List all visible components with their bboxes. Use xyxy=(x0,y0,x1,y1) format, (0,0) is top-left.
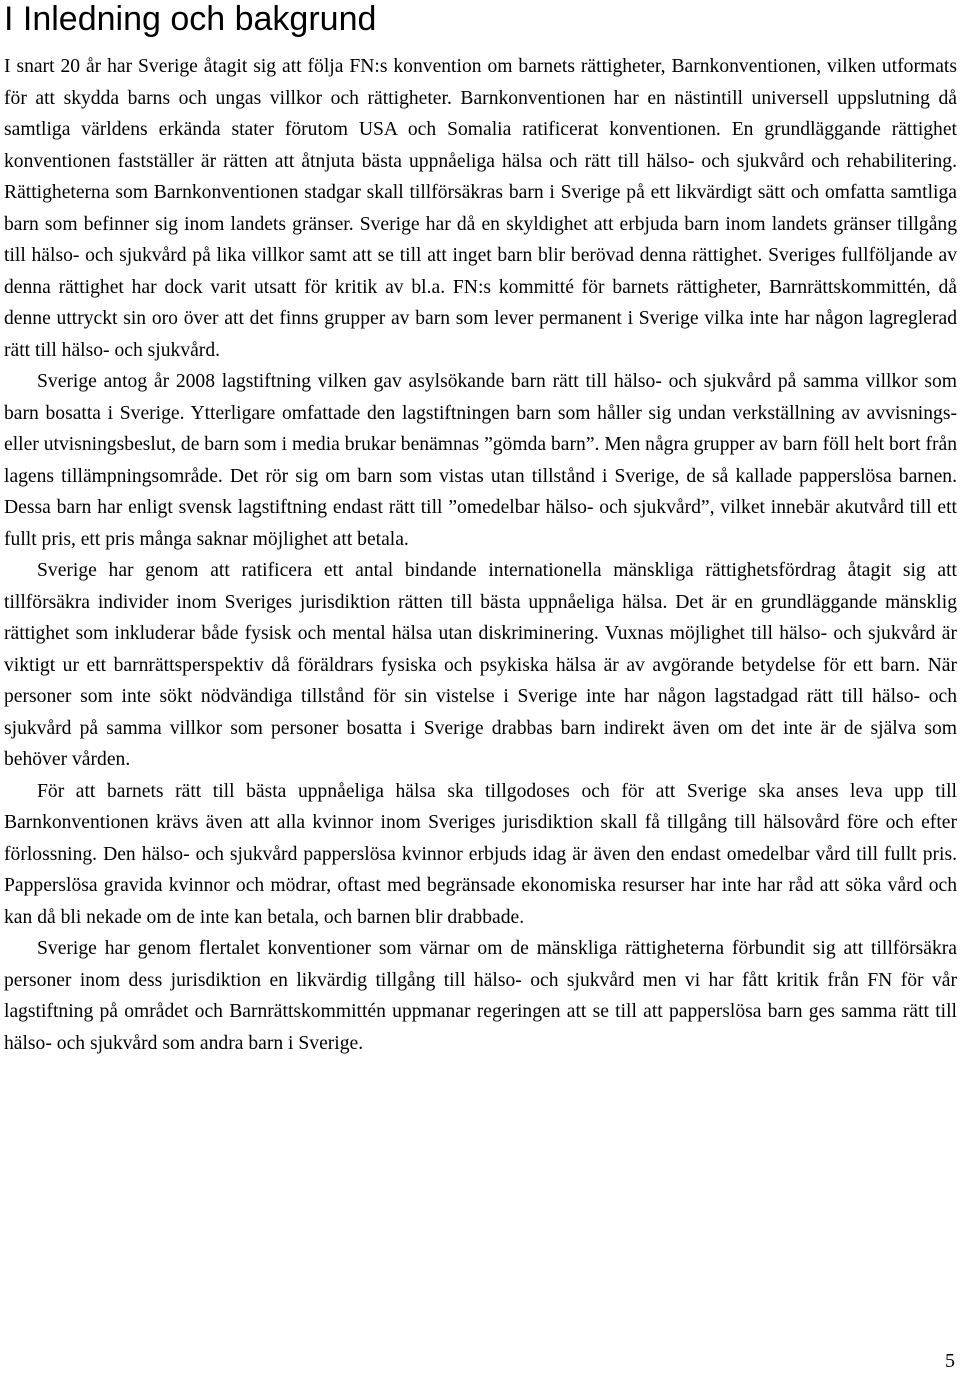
paragraph-5: Sverige har genom flertalet konventioner som värnar om de mänskliga rättigheterna förbundit sig att tillförsäkra personer inom dess jurisdiktion en likvärdig tillgång till hälso- och sjukvård men vi har fått kritik från FN för vår lagstiftning på området och Barnrättskommittén uppmanar regeringen att se till att papperslösa barn ges samma rätt till hälso- och sjukvård som andra barn i Sverige. xyxy=(4,938,957,1054)
page-title: I Inledning och bakgrund xyxy=(4,0,377,38)
body-text xyxy=(4,51,957,1059)
page-number: 5 xyxy=(945,1350,955,1372)
paragraph-3: Sverige har genom att ratificera ett antal bindande internationella mänskliga rättighetsfördrag åtagit sig att tillförsäkra individer inom Sveriges jurisdiktion rätten till bästa uppnåeliga hälsa. Det är en grundläggande mänsklig rättighet som inkluderar både fysisk och mental hälsa utan diskriminering. Vuxnas möjlighet till hälso- och sjukvård är viktigt ur ett barnrättsperspektiv då föräldrars fysiska och psykiska hälsa är av avgörande betydelse för ett barn. När personer som inte sökt nödvändiga tillstånd för sin vistelse i Sverige inte har någon lagstadgad rätt till hälso- och sjukvård på samma villkor som personer bosatta i Sverige drabbas barn indirekt även om det inte är de själva som behöver vården. xyxy=(4,560,957,770)
paragraph-1: I snart 20 år har Sverige åtagit sig att följa FN:s konvention om barnets rättigheter, Barnkonventionen, vilken utformats för att skydda barns och ungas villkor och rättigheter. Barnkonventionen har en nästintill universell uppslutning då samtliga världens erkända stater förutom USA och Somalia ratificerat konventionen. En grundläggande rättighet konventionen fastställer är rätten att åtnjuta bästa uppnåeliga hälsa och rätt till hälso- och sjukvård och rehabilitering. Rättigheterna som Barnkonventionen stadgar skall tillförsäkras barn i Sverige på ett likvärdigt sätt och omfatta samtliga barn som befinner sig inom landets gränser. Sverige har då en skyldighet att erbjuda barn inom landets gränser tillgång till hälso- och sjukvård på lika villkor samt att se till att inget barn blir berövad denna rättighet. Sveriges fullföljande av denna rättighet har dock varit utsatt för kritik av bl.a. FN:s kommitté för barnets rättigheter, Barnrättskommittén, då denne uttryckt sin oro över att det finns grupper av barn som lever permanent i Sverige vilka inte har någon lagreglerad rätt till hälso- och sjukvård. xyxy=(4,56,957,361)
paragraph-2: Sverige antog år 2008 lagstiftning vilken gav asylsökande barn rätt till hälso- och sjukvård på samma villkor som barn bosatta i Sverige. Ytterligare omfattade den lagstiftningen barn som håller sig undan verkställning av avvisnings- eller utvisningsbeslut, de barn som i media brukar benämnas ”gömda barn”. Men några grupper av barn föll helt bort från lagens tillämpningsområde. Det rör sig om barn som vistas utan tillstånd i Sverige, de så kallade papperslösa barnen. Dessa barn har enligt svensk lagstiftning endast rätt till ”omedelbar hälso- och sjukvård”, vilket innebär akutvård till ett fullt pris, ett pris många saknar möjlighet att betala. xyxy=(4,371,957,550)
paragraph-4: För att barnets rätt till bästa uppnåeliga hälsa ska tillgodoses och för att Sverige ska anses leva upp till Barnkonventionen krävs även att alla kvinnor inom Sveriges jurisdiktion skall få tillgång till hälsovård före och efter förlossning. Den hälso- och sjukvård papperslösa kvinnor erbjuds idag är även den endast omedelbar vård till fullt pris. Papperslösa gravida kvinnor och mödrar, oftast med begränsade ekonomiska resurser har inte har råd att söka vård och kan då bli nekade om de inte kan betala, och barnen blir drabbade. xyxy=(4,780,957,928)
